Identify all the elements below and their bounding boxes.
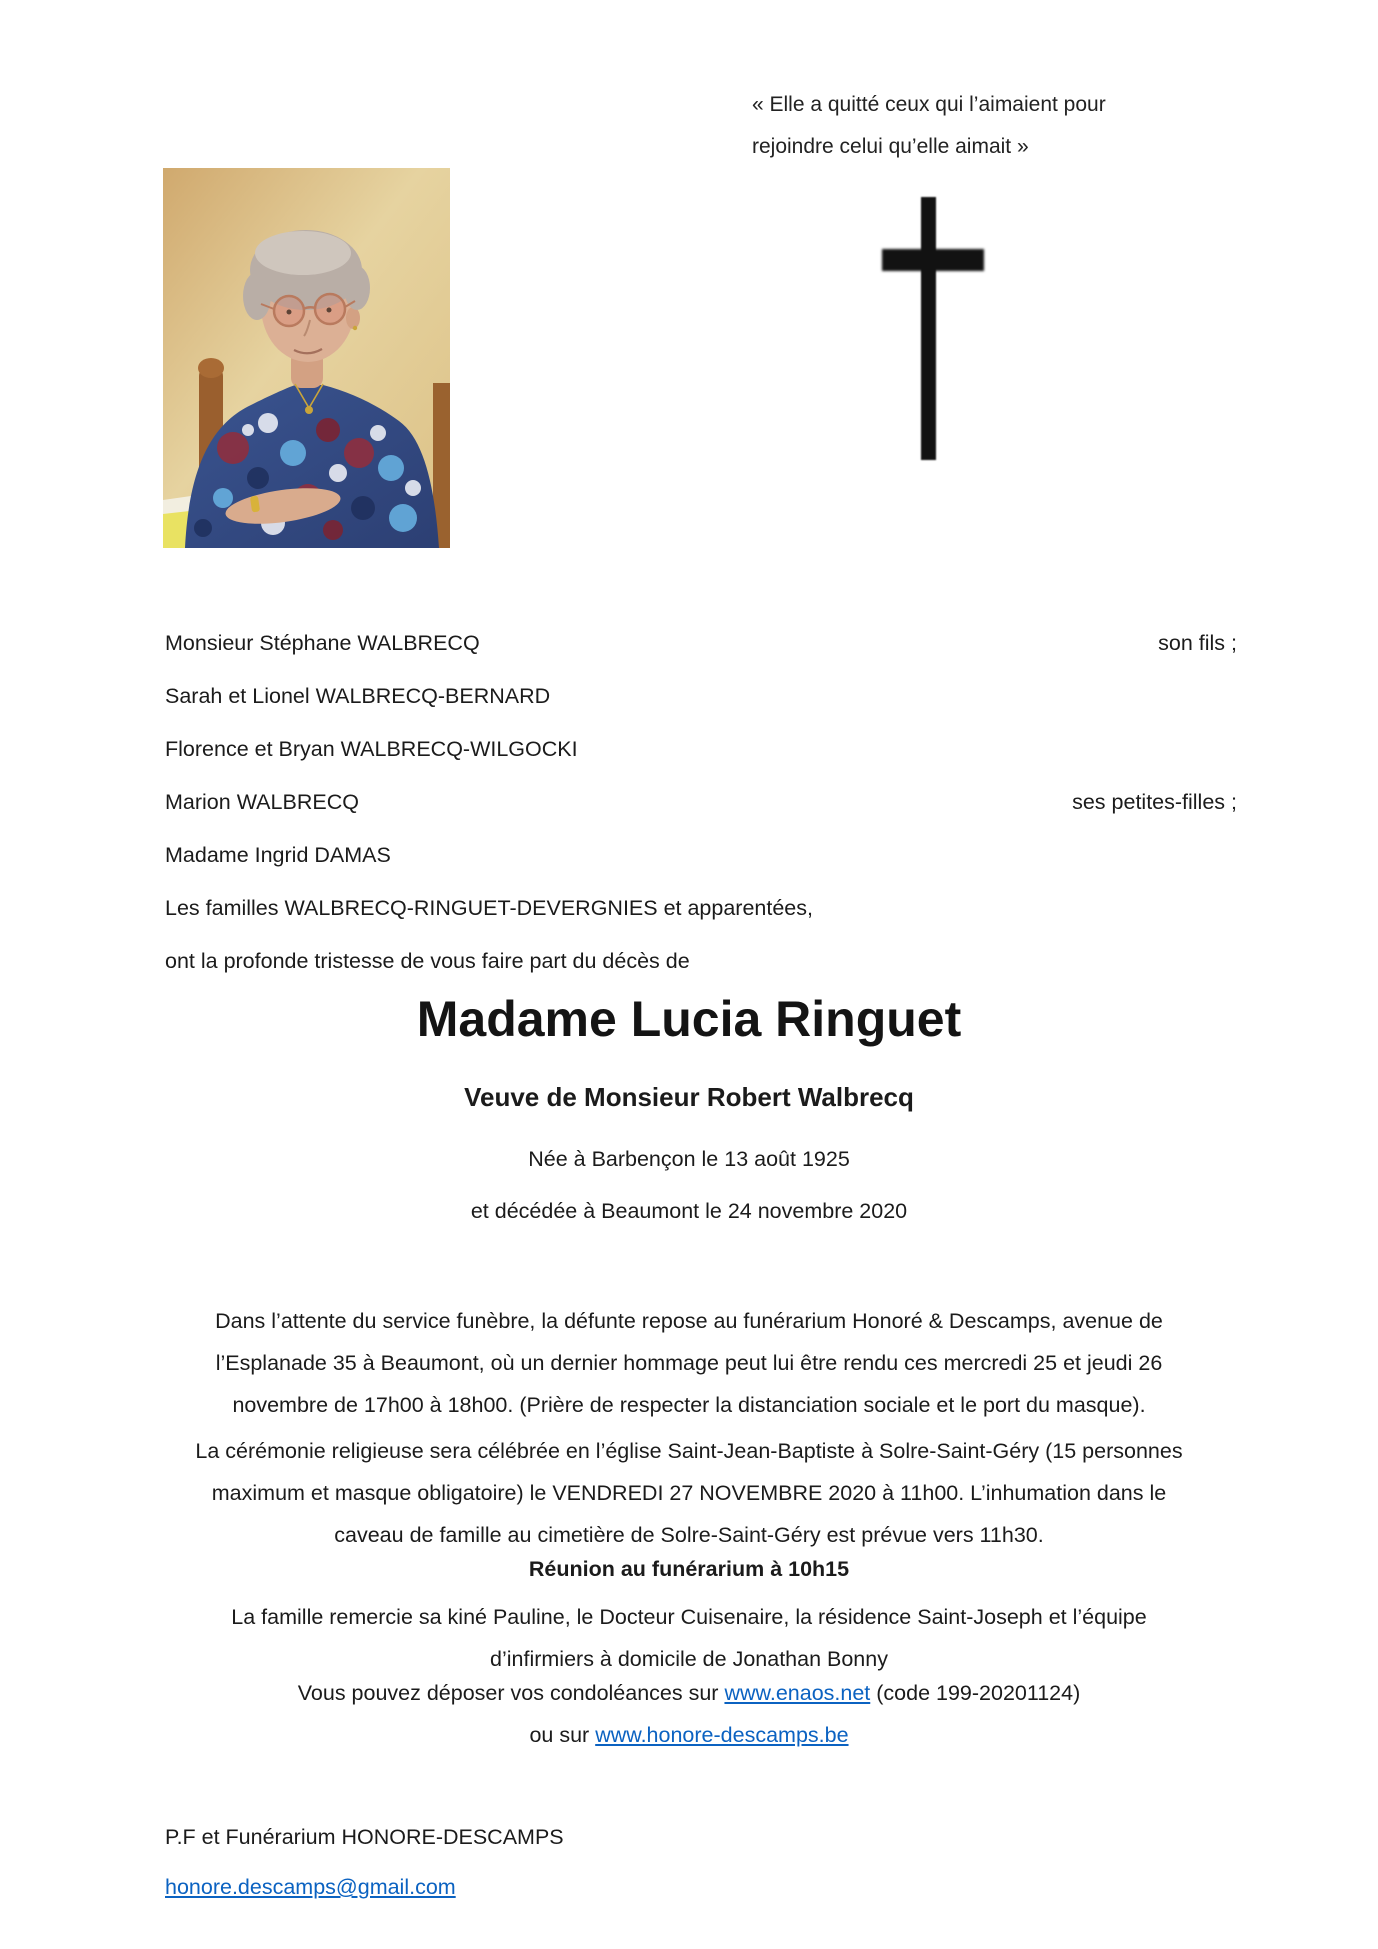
enaos-link[interactable]: www.enaos.net — [724, 1681, 871, 1705]
condolences-line-2 — [529, 1714, 848, 1756]
footer-email-link[interactable]: honore.descamps@gmail.com — [165, 1875, 456, 1899]
paragraph-condolences — [165, 1672, 1213, 1756]
paragraph-line: d’infirmiers à domicile de Jonathan Bonny — [490, 1647, 888, 1671]
deceased-name-text: Madame Lucia Ringuet — [416, 991, 962, 1047]
family-name: ont la profonde tristesse de vous faire part du décès de — [165, 949, 690, 973]
family-name: Sarah et Lionel WALBRECQ-BERNARD — [165, 684, 551, 708]
death-line — [165, 1194, 1213, 1229]
cross-vertical-bar — [921, 197, 936, 460]
birth-text: Née à Barbençon le 13 août 1925 — [528, 1147, 850, 1171]
condolences-code: (code 199-20201124) — [870, 1681, 1081, 1705]
family-relation: son fils ; — [1158, 631, 1237, 655]
family-row — [165, 785, 1237, 820]
family-row — [165, 891, 1237, 926]
reunion-text: Réunion au funérarium à 10h15 — [528, 1557, 850, 1581]
deceased-relation-text: Veuve de Monsieur Robert Walbrecq — [464, 1082, 914, 1112]
deceased-photo — [163, 168, 450, 548]
memorial-quote-line: rejoindre celui qu’elle aimait » — [752, 135, 1029, 158]
family-row — [165, 732, 1237, 767]
family-name: Florence et Bryan WALBRECQ-WILGOCKI — [165, 737, 578, 761]
paragraph-line: maximum et masque obligatoire) le VENDREDI 27 NOVEMBRE 2020 à 11h00. L’inhumation dans le — [211, 1481, 1167, 1505]
memorial-quote-line: « Elle a quitté ceux qui l’aimaient pour — [752, 93, 1106, 116]
deceased-relation — [165, 1078, 1213, 1116]
family-name: Marion WALBRECQ — [165, 790, 359, 814]
cross-horizontal-bar — [882, 249, 984, 271]
condolences-line-1 — [298, 1672, 1081, 1714]
deceased-photo-illustration — [163, 168, 450, 548]
condolences-prefix: Vous pouvez déposer vos condoléances sur — [297, 1681, 725, 1705]
family-row — [165, 626, 1237, 661]
family-list — [165, 626, 1237, 997]
family-name: Monsieur Stéphane WALBRECQ — [165, 631, 480, 655]
footer-company: P.F et Funérarium HONORE-DESCAMPS — [165, 1825, 564, 1849]
family-name: Madame Ingrid DAMAS — [165, 843, 391, 867]
honore-descamps-link[interactable]: www.honore-descamps.be — [595, 1723, 849, 1747]
death-text: et décédée à Beaumont le 24 novembre 2020 — [470, 1199, 908, 1223]
reunion-line — [165, 1548, 1213, 1590]
paragraph-line: caveau de famille au cimetière de Solre-Saint-Géry est prévue vers 11h30. — [334, 1523, 1044, 1547]
birth-line — [165, 1142, 1213, 1177]
paragraph-line: La famille remercie sa kiné Pauline, le Docteur Cuisenaire, la résidence Saint-Joseph et l’équipe — [231, 1605, 1147, 1629]
family-row — [165, 838, 1237, 873]
paragraph-line: novembre de 17h00 à 18h00. (Prière de respecter la distanciation sociale et le port du masque). — [232, 1393, 1146, 1417]
condolences-line2-prefix: ou sur — [529, 1723, 596, 1747]
paragraph-line: l’Esplanade 35 à Beaumont, où un dernier hommage peut lui être rendu ces mercredi 25 et jeudi 26 — [215, 1351, 1163, 1375]
paragraph-thanks — [165, 1596, 1213, 1680]
family-relation: ses petites-filles ; — [1072, 790, 1237, 814]
family-row — [165, 944, 1237, 979]
memorial-quote — [752, 84, 1106, 168]
paragraph-ceremony — [165, 1430, 1213, 1556]
paragraph-repose — [165, 1300, 1213, 1426]
paragraph-line: Dans l’attente du service funèbre, la défunte repose au funérarium Honoré & Descamps, avenue de — [215, 1309, 1163, 1333]
paragraph-line: La cérémonie religieuse sera célébrée en l’église Saint-Jean-Baptiste à Solre-Saint-Géry (15 personnes — [195, 1439, 1183, 1463]
page-title-deceased-name — [165, 984, 1213, 1054]
family-name: Les familles WALBRECQ-RINGUET-DEVERGNIES et apparentées, — [165, 896, 813, 920]
family-row — [165, 679, 1237, 714]
